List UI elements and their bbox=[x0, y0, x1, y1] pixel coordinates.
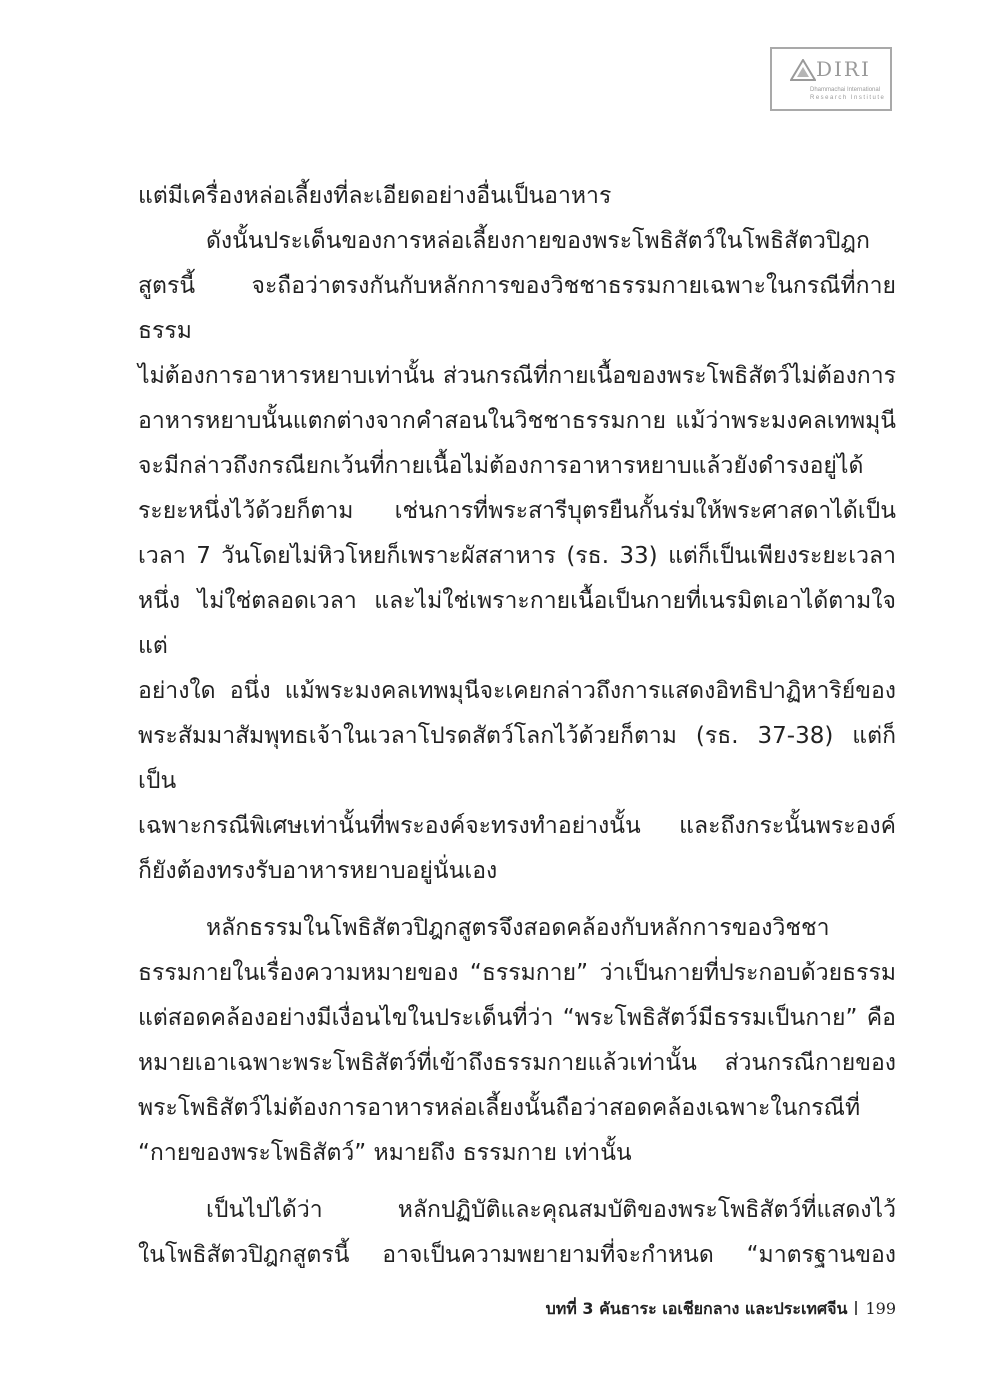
text-line: “กายของพระโพธิสัตว์” หมายถึง ธรรมกาย เท่านั้น bbox=[138, 1140, 632, 1166]
text-line: เวลา 7 วันโดยไม่หิวโหยก็เพราะผัสสาหาร (รธ. 33) แต่ก็เป็นเพียงระยะเวลา bbox=[138, 543, 896, 569]
text-line: ไม่ต้องการอาหารหยาบเท่านั้น ส่วนกรณีที่กายเนื้อของพระโพธิสัตว์ไม่ต้องการ bbox=[138, 363, 896, 389]
paragraph-continuation bbox=[138, 174, 896, 219]
text-line: แต่มีเครื่องหล่อเลี้ยงที่ละเอียดอย่างอื่นเป็นอาหาร bbox=[138, 183, 612, 209]
text-line: หนึ่ง ไม่ใช่ตลอดเวลา และไม่ใช่เพราะกายเนื้อเป็นกายที่เนรมิตเอาได้ตามใจแต่ bbox=[138, 588, 896, 659]
text-line: พระโพธิสัตว์ไม่ต้องการอาหารหล่อเลี้ยงนั้นถือว่าสอดคล้องเฉพาะในกรณีที่ bbox=[138, 1095, 861, 1121]
text-line: ธรรมกายในเรื่องความหมายของ “ธรรมกาย” ว่าเป็นกายที่ประกอบด้วยธรรม bbox=[138, 960, 896, 986]
text-line: ในโพธิสัตวปิฎกสูตรนี้ อาจเป็นความพยายามที่จะกำหนด “มาตรฐานของ bbox=[138, 1242, 896, 1268]
text-line: อย่างใด อนึ่ง แม้พระมงคลเทพมุนีจะเคยกล่าวถึงการแสดงอิทธิปาฏิหาริย์ของ bbox=[138, 678, 896, 704]
page-footer bbox=[546, 1297, 896, 1322]
chapter-title: บทที่ 3 คันธาระ เอเชียกลาง และประเทศจีน bbox=[545, 1299, 848, 1318]
paragraph-3 bbox=[138, 1188, 896, 1278]
text-line: เป็นไปได้ว่า หลักปฏิบัติและคุณสมบัติของพระโพธิสัตว์ที่แสดงไว้ bbox=[206, 1197, 896, 1223]
diri-logo bbox=[770, 47, 892, 111]
text-line: พระสัมมาสัมพุทธเจ้าในเวลาโปรดสัตว์โลกไว้ด้วยก็ตาม (รธ. 37-38) แต่ก็เป็น bbox=[138, 723, 896, 794]
text-line: แต่สอดคล้องอย่างมีเงื่อนไขในประเด็นที่ว่า “พระโพธิสัตว์มีธรรมเป็นกาย” คือ bbox=[138, 1005, 896, 1031]
logo-subtitle bbox=[810, 86, 885, 102]
triangle-logo-icon bbox=[790, 59, 816, 81]
text-line: เฉพาะกรณีพิเศษเท่านั้นที่พระองค์จะทรงทำอย่างนั้น และถึงกระนั้นพระองค์ bbox=[138, 813, 896, 839]
logo-subtitle-line-1: Dhammachai International bbox=[810, 87, 881, 93]
body-text bbox=[138, 174, 896, 1278]
text-line: หมายเอาเฉพาะพระโพธิสัตว์ที่เข้าถึงธรรมกายแล้วเท่านั้น ส่วนกรณีกายของ bbox=[138, 1050, 896, 1076]
logo-subtitle-line-2: Research Institute bbox=[810, 95, 886, 101]
paragraph-1 bbox=[138, 219, 896, 894]
text-line: อาหารหยาบนั้นแตกต่างจากคำสอนในวิชชาธรรมกาย แม้ว่าพระมงคลเทพมุนี bbox=[138, 408, 896, 434]
logo-wordmark: DIRI bbox=[816, 57, 871, 81]
text-line: ระยะหนึ่งไว้ด้วยก็ตาม เช่นการที่พระสารีบุตรยืนกั้นร่มให้พระศาสดาได้เป็น bbox=[138, 498, 896, 524]
footer-divider bbox=[855, 1301, 857, 1315]
text-line: ดังนั้นประเด็นของการหล่อเลี้ยงกายของพระโพธิสัตว์ในโพธิสัตวปิฎก bbox=[206, 228, 870, 254]
text-line: สูตรนี้ จะถือว่าตรงกันกับหลักการของวิชชาธรรมกายเฉพาะในกรณีที่กายธรรม bbox=[138, 273, 896, 344]
text-line: จะมีกล่าวถึงกรณียกเว้นที่กายเนื้อไม่ต้องการอาหารหยาบแล้วยังดำรงอยู่ได้ bbox=[138, 453, 864, 479]
page-number: 199 bbox=[865, 1299, 896, 1318]
text-line: หลักธรรมในโพธิสัตวปิฎกสูตรจึงสอดคล้องกับหลักการของวิชชา bbox=[206, 915, 830, 941]
paragraph-2 bbox=[138, 906, 896, 1176]
text-line: ก็ยังต้องทรงรับอาหารหยาบอยู่นั่นเอง bbox=[138, 858, 498, 884]
